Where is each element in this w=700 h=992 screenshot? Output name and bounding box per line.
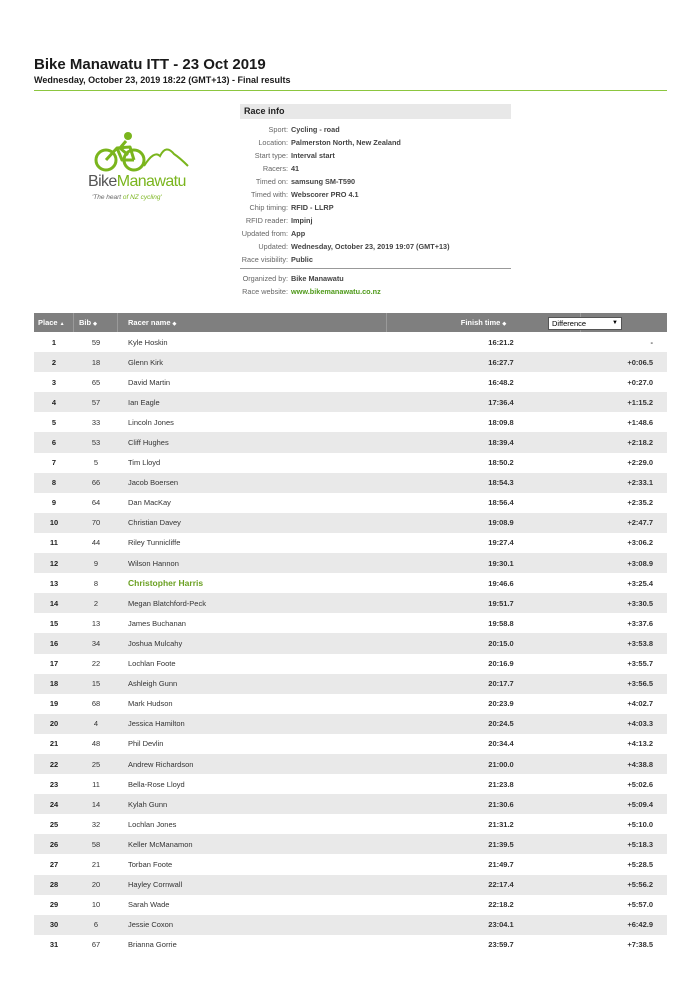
cell-finish-time: 21:00.0 — [488, 759, 514, 769]
table-row[interactable] — [34, 814, 667, 834]
cell-finish-time: 20:24.5 — [488, 719, 514, 729]
cell-finish-time: 16:27.7 — [488, 357, 514, 367]
table-row[interactable] — [34, 453, 667, 473]
cell-finish-time: 19:58.8 — [488, 618, 514, 628]
cell-racer-name[interactable]: Megan Blatchford-Peck — [128, 598, 206, 608]
cell-difference: +5:56.2 — [627, 880, 653, 890]
logo-tagline: 'The heart of NZ cycling' — [92, 194, 162, 201]
cell-difference: +0:06.5 — [627, 357, 653, 367]
race-info-key: Updated: — [258, 242, 288, 251]
cell-finish-time: 19:08.9 — [488, 518, 514, 528]
table-row[interactable] — [34, 854, 667, 874]
cell-finish-time: 22:18.2 — [488, 900, 514, 910]
race-info-value: Palmerston North, New Zealand — [291, 138, 401, 147]
table-row[interactable] — [34, 834, 667, 854]
table-row[interactable] — [34, 392, 667, 412]
cell-racer-name[interactable]: Hayley Cornwall — [128, 880, 183, 890]
header-divider — [34, 90, 667, 91]
table-row[interactable] — [34, 794, 667, 814]
cell-finish-time: 20:16.9 — [488, 659, 514, 669]
cell-bib: 59 — [91, 337, 101, 347]
table-row[interactable] — [34, 412, 667, 432]
cell-bib: 70 — [91, 518, 101, 528]
table-row[interactable] — [34, 895, 667, 915]
cell-finish-time: 20:34.4 — [488, 739, 514, 749]
cell-place: 1 — [51, 337, 57, 347]
cell-bib: 22 — [91, 659, 101, 669]
cell-bib: 48 — [91, 739, 101, 749]
page-header — [34, 56, 667, 86]
cell-bib: 14 — [91, 799, 101, 809]
cell-racer-name[interactable]: Tim Lloyd — [128, 458, 161, 468]
race-info-key: Location: — [258, 138, 288, 147]
cell-finish-time: 21:23.8 — [488, 779, 514, 789]
cell-bib: 21 — [91, 859, 101, 869]
race-info-key: Chip timing: — [249, 203, 288, 212]
results-table — [34, 313, 667, 955]
cell-place: 26 — [49, 839, 59, 849]
chevron-down-icon: ▼ — [612, 319, 618, 326]
cell-finish-time: 16:21.2 — [488, 337, 514, 347]
race-info-key: Updated from: — [241, 229, 288, 238]
cell-bib: 8 — [93, 578, 99, 588]
cell-bib: 68 — [91, 699, 101, 709]
table-row[interactable] — [34, 473, 667, 493]
cell-place: 15 — [49, 618, 59, 628]
sort-icon: ◆ — [502, 321, 507, 327]
cell-racer-name[interactable]: Mark Hudson — [128, 699, 173, 709]
cell-difference: +3:06.2 — [627, 538, 653, 548]
table-row[interactable] — [34, 915, 667, 935]
cell-bib: 66 — [91, 478, 101, 488]
cell-bib: 9 — [93, 558, 99, 568]
table-row[interactable] — [34, 654, 667, 674]
cell-place: 17 — [49, 659, 59, 669]
cell-place: 13 — [49, 578, 59, 588]
race-info-value: 41 — [291, 164, 300, 173]
race-info-panel — [240, 104, 511, 298]
table-row[interactable] — [34, 694, 667, 714]
cell-finish-time: 18:09.8 — [488, 417, 514, 427]
logo-wordmark: BikeManawatu — [88, 173, 186, 190]
cell-finish-time: 21:39.5 — [488, 839, 514, 849]
column-header-place[interactable]: Place ▲ — [34, 313, 74, 332]
difference-select[interactable]: Difference ▼ — [548, 317, 622, 330]
cell-finish-time: 18:54.3 — [488, 478, 514, 488]
results-table-header — [34, 313, 667, 332]
cell-place: 10 — [49, 518, 59, 528]
cell-bib: 13 — [91, 618, 101, 628]
race-info-key: Racers: — [262, 164, 288, 173]
cell-finish-time: 18:39.4 — [488, 438, 514, 448]
cell-finish-time: 18:56.4 — [488, 498, 514, 508]
cell-finish-time: 20:17.7 — [488, 679, 514, 689]
cell-place: 29 — [49, 900, 59, 910]
race-info-value: RFID - LLRP — [291, 203, 334, 212]
cell-place: 24 — [49, 799, 59, 809]
race-info-value: samsung SM-T590 — [291, 177, 356, 186]
table-row[interactable] — [34, 432, 667, 452]
column-header-finish-time[interactable]: Finish time ◆ — [387, 313, 581, 332]
table-row[interactable] — [34, 553, 667, 573]
cell-difference: +3:37.6 — [627, 618, 653, 628]
organizer-name: Bike Manawatu — [291, 274, 344, 283]
cell-bib: 57 — [91, 397, 101, 407]
cell-difference: +2:33.1 — [627, 478, 653, 488]
cell-place: 9 — [51, 498, 57, 508]
race-info-row — [240, 201, 511, 214]
table-row[interactable] — [34, 734, 667, 754]
cell-racer-name[interactable]: David Martin — [128, 377, 171, 387]
cell-racer-name[interactable]: Jessica Hamilton — [128, 719, 185, 729]
cell-place: 2 — [51, 357, 57, 367]
sort-ascending-icon: ▲ — [59, 321, 65, 327]
table-row[interactable] — [34, 875, 667, 895]
race-info-rows — [240, 119, 511, 266]
cell-finish-time: 21:30.6 — [488, 799, 514, 809]
cell-racer-name[interactable]: Ashleigh Gunn — [128, 679, 178, 689]
cell-place: 3 — [51, 377, 57, 387]
cell-place: 6 — [51, 438, 57, 448]
cell-racer-name[interactable]: Phil Devlin — [128, 739, 164, 749]
table-row[interactable] — [34, 935, 667, 955]
cell-racer-name[interactable]: Lochlan Jones — [128, 819, 177, 829]
race-info-row — [240, 149, 511, 162]
cell-place: 28 — [49, 880, 59, 890]
cell-place: 11 — [50, 538, 58, 548]
cell-racer-name[interactable]: Bella-Rose Lloyd — [128, 779, 185, 789]
race-info-row — [240, 227, 511, 240]
sort-icon: ◆ — [93, 321, 97, 327]
cell-finish-time: 18:50.2 — [488, 458, 514, 468]
cell-place: 8 — [51, 478, 57, 488]
cell-place: 23 — [49, 779, 59, 789]
cell-finish-time: 16:48.2 — [488, 377, 514, 387]
cell-difference: +5:18.3 — [627, 839, 653, 849]
race-info-value: Cycling - road — [291, 125, 340, 134]
cell-racer-name[interactable]: Sarah Wade — [128, 900, 170, 910]
cell-racer-name[interactable]: Kylah Gunn — [128, 799, 168, 809]
table-row[interactable] — [34, 372, 667, 392]
race-info-key: Sport: — [268, 125, 288, 134]
table-row[interactable] — [34, 633, 667, 653]
race-info-value: App — [291, 229, 306, 238]
cell-bib: 64 — [91, 498, 101, 508]
cell-bib: 67 — [91, 940, 101, 950]
bike-manawatu-logo — [84, 128, 194, 208]
column-header-difference — [552, 313, 667, 332]
table-row[interactable] — [34, 593, 667, 613]
cell-difference: +5:10.0 — [627, 819, 653, 829]
table-row[interactable] — [34, 613, 667, 633]
cell-difference: +3:08.9 — [627, 558, 653, 568]
cell-difference: +5:02.6 — [627, 779, 653, 789]
race-info-value: Webscorer PRO 4.1 — [291, 190, 359, 199]
race-info-heading: Race info — [240, 104, 511, 119]
cell-place: 14 — [49, 598, 59, 608]
cell-bib: 2 — [93, 598, 99, 608]
cell-difference: +1:48.6 — [627, 417, 653, 427]
race-info-row — [240, 240, 511, 253]
cell-difference: +4:38.8 — [627, 759, 653, 769]
cell-racer-name[interactable]: Christopher Harris — [128, 578, 204, 589]
cell-place: 27 — [49, 859, 59, 869]
cell-finish-time: 19:51.7 — [488, 598, 514, 608]
cell-difference: +2:47.7 — [627, 518, 653, 528]
race-info-key: Timed with: — [250, 190, 288, 199]
cell-bib: 33 — [91, 417, 101, 427]
cell-difference: +3:56.5 — [627, 679, 653, 689]
race-website-row: Race website: www.bikemanawatu.co.nz — [242, 287, 381, 296]
cell-racer-name[interactable]: Keller McManamon — [128, 839, 193, 849]
cell-place: 19 — [49, 699, 59, 709]
cell-bib: 65 — [91, 377, 101, 387]
cell-difference: +2:35.2 — [627, 498, 653, 508]
race-info-divider — [240, 268, 511, 269]
cell-difference: +3:53.8 — [627, 638, 653, 648]
cell-difference: +4:03.3 — [627, 719, 653, 729]
race-info-key: Timed on: — [255, 177, 288, 186]
cell-bib: 32 — [91, 819, 101, 829]
table-row[interactable] — [34, 513, 667, 533]
cell-place: 30 — [49, 920, 59, 930]
cell-finish-time: 20:23.9 — [488, 699, 514, 709]
race-info-key: RFID reader: — [245, 216, 288, 225]
cell-finish-time: 19:27.4 — [488, 538, 514, 548]
race-info-row — [240, 253, 511, 266]
table-row[interactable] — [34, 332, 667, 352]
cell-difference: +4:02.7 — [627, 699, 653, 709]
cell-racer-name[interactable]: Ian Eagle — [128, 397, 160, 407]
race-info-row — [240, 214, 511, 227]
cell-finish-time: 19:46.6 — [488, 578, 514, 588]
table-row[interactable] — [34, 754, 667, 774]
cell-bib: 53 — [91, 438, 101, 448]
cell-place: 4 — [51, 397, 57, 407]
cell-difference: +1:15.2 — [627, 397, 653, 407]
cell-difference: +2:29.0 — [627, 458, 653, 468]
cell-finish-time: 20:15.0 — [488, 638, 514, 648]
cell-difference: +2:18.2 — [627, 438, 653, 448]
cell-difference: +3:25.4 — [627, 578, 653, 588]
cell-bib: 58 — [91, 839, 101, 849]
cell-difference: +3:55.7 — [627, 659, 653, 669]
cell-racer-name[interactable]: Glenn Kirk — [128, 357, 164, 367]
cell-bib: 10 — [91, 900, 101, 910]
cell-bib: 11 — [92, 779, 100, 789]
cell-racer-name[interactable]: Jacob Boersen — [128, 478, 179, 488]
race-info-row — [240, 188, 511, 201]
cell-racer-name[interactable]: Riley Tunnicliffe — [128, 538, 181, 548]
organized-by-row: Organized by: Bike Manawatu — [242, 274, 344, 283]
table-row[interactable] — [34, 573, 667, 593]
cell-bib: 44 — [91, 538, 101, 548]
cell-bib: 34 — [91, 638, 101, 648]
cell-place: 7 — [51, 458, 57, 468]
cell-finish-time: 17:36.4 — [488, 397, 514, 407]
cell-bib: 4 — [93, 719, 99, 729]
cell-finish-time: 23:04.1 — [488, 920, 514, 930]
cell-place: 22 — [49, 759, 59, 769]
cell-place: 31 — [49, 940, 59, 950]
cell-finish-time: 21:49.7 — [488, 859, 514, 869]
cell-bib: 15 — [91, 679, 101, 689]
race-info-key: Race visibility: — [241, 255, 288, 264]
cell-place: 25 — [49, 819, 59, 829]
results-table-body — [34, 332, 667, 955]
race-info-row — [240, 162, 511, 175]
table-row[interactable] — [34, 352, 667, 372]
cell-difference: +4:13.2 — [627, 739, 653, 749]
cell-place: 21 — [49, 739, 59, 749]
cell-racer-name[interactable]: Joshua Mulcahy — [128, 638, 183, 648]
cell-difference: - — [650, 337, 653, 347]
race-website-link[interactable]: www.bikemanawatu.co.nz — [291, 287, 381, 296]
cell-difference: +0:27.0 — [627, 377, 653, 387]
race-info-row — [240, 123, 511, 136]
cell-racer-name[interactable]: James Buchanan — [128, 618, 186, 628]
table-row[interactable] — [34, 714, 667, 734]
cell-difference: +7:38.5 — [627, 940, 653, 950]
race-info-row — [240, 175, 511, 188]
cell-racer-name[interactable]: Lincoln Jones — [128, 417, 174, 427]
cell-racer-name[interactable]: Kyle Hoskin — [128, 337, 168, 347]
cell-difference: +6:42.9 — [627, 920, 653, 930]
cell-bib: 6 — [93, 920, 99, 930]
cell-racer-name[interactable]: Wilson Hannon — [128, 558, 179, 568]
column-header-racer-name[interactable]: Racer name ◆ — [118, 313, 387, 332]
cell-finish-time: 19:30.1 — [488, 558, 514, 568]
cell-bib: 18 — [91, 357, 101, 367]
cell-difference: +5:28.5 — [627, 859, 653, 869]
cell-racer-name[interactable]: Christian Davey — [128, 518, 181, 528]
cell-bib: 25 — [91, 759, 101, 769]
cell-racer-name[interactable]: Lochlan Foote — [128, 659, 176, 669]
cyclist-logo-icon — [90, 128, 190, 172]
cell-racer-name[interactable]: Andrew Richardson — [128, 759, 194, 769]
cell-racer-name[interactable]: Torban Foote — [128, 859, 173, 869]
column-header-bib[interactable]: Bib ◆ — [74, 313, 118, 332]
cell-bib: 20 — [91, 880, 101, 890]
race-info-value: Interval start — [291, 151, 335, 160]
race-info-value: Public — [291, 255, 313, 264]
cell-finish-time: 22:17.4 — [488, 880, 514, 890]
cell-bib: 5 — [93, 458, 99, 468]
page-title: Bike Manawatu ITT - 23 Oct 2019 — [34, 56, 266, 73]
cell-racer-name[interactable]: Brianna Gorrie — [128, 940, 177, 950]
cell-finish-time: 21:31.2 — [488, 819, 514, 829]
race-info-value: Impinj — [291, 216, 313, 225]
table-row[interactable] — [34, 674, 667, 694]
cell-difference: +3:30.5 — [627, 598, 653, 608]
race-info-row — [240, 136, 511, 149]
cell-place: 16 — [49, 638, 59, 648]
cell-racer-name[interactable]: Cliff Hughes — [128, 438, 169, 448]
cell-racer-name[interactable]: Jessie Coxon — [128, 920, 174, 930]
cell-place: 12 — [49, 558, 59, 568]
table-row[interactable] — [34, 493, 667, 513]
race-info-value: Wednesday, October 23, 2019 19:07 (GMT+13) — [291, 242, 450, 251]
table-row[interactable] — [34, 774, 667, 794]
cell-place: 18 — [49, 679, 59, 689]
sort-icon: ◆ — [172, 321, 177, 327]
cell-difference: +5:57.0 — [627, 900, 653, 910]
cell-place: 5 — [51, 417, 57, 427]
page-subtitle: Wednesday, October 23, 2019 18:22 (GMT+13) - Final results — [34, 75, 291, 85]
cell-finish-time: 23:59.7 — [488, 940, 514, 950]
cell-racer-name[interactable]: Dan MacKay — [128, 498, 171, 508]
cell-difference: +5:09.4 — [627, 799, 653, 809]
table-row[interactable] — [34, 533, 667, 553]
cell-place: 20 — [49, 719, 59, 729]
race-info-key: Start type: — [254, 151, 288, 160]
